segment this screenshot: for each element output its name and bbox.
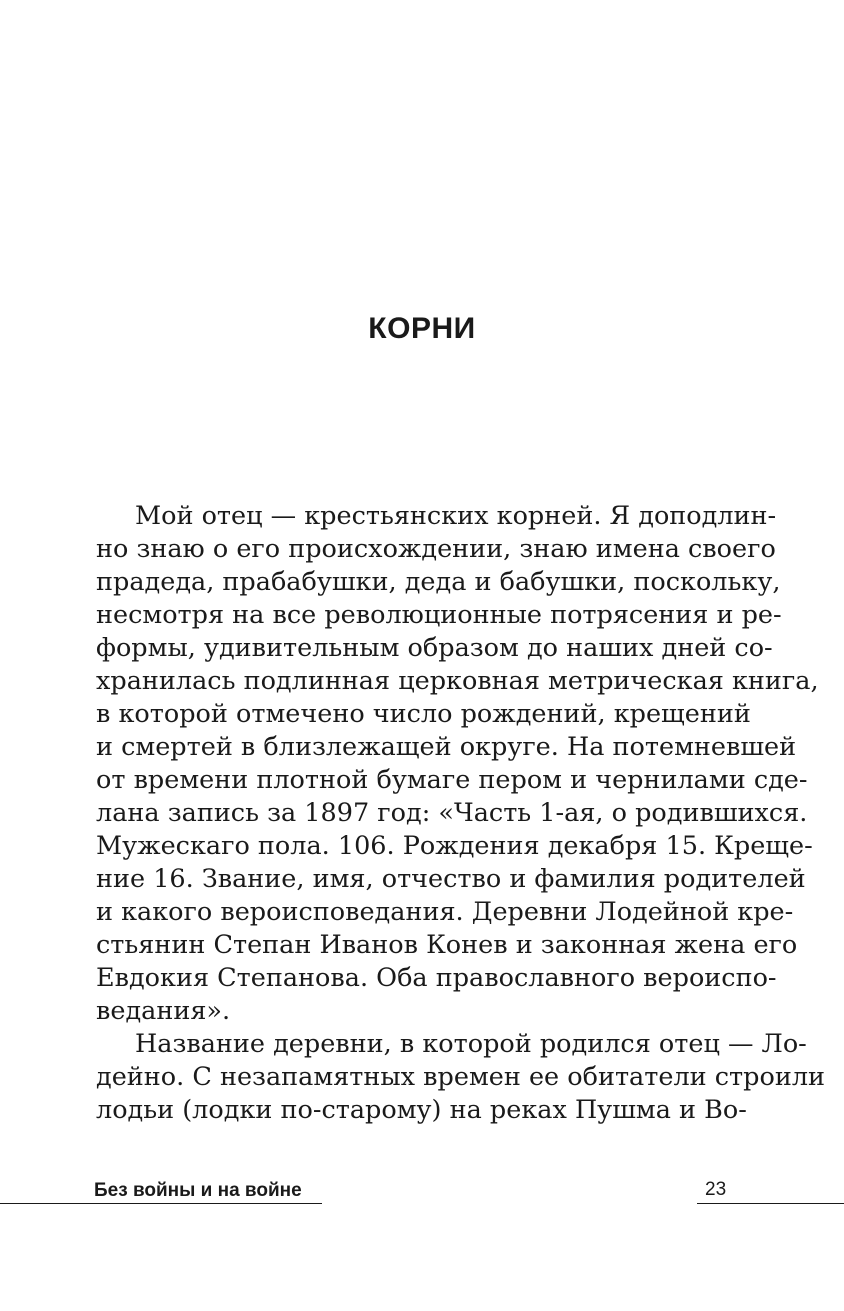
body-text xyxy=(96,500,826,1127)
text-line: в которой отмечено число рождений, крещений xyxy=(96,699,751,729)
page-number: 23 xyxy=(705,1179,727,1200)
text-line: ведания». xyxy=(96,996,231,1026)
text-line: Мой отец — крестьянских корней. Я доподлин- xyxy=(135,501,777,531)
text-line: Евдокия Степанова. Оба православного вероиспо- xyxy=(96,963,777,993)
text-line: хранилась подлинная церковная метрическая книга, xyxy=(96,666,819,696)
footer-book-title: Без войны и на войне xyxy=(94,1180,302,1201)
text-line: ние 16. Звание, имя, отчество и фамилия родителей xyxy=(96,864,806,894)
chapter-title: КОРНИ xyxy=(368,312,476,345)
text-line: но знаю о его происхождении, знаю имена своего xyxy=(96,534,776,564)
text-line: от времени плотной бумаге пером и чернилами сде- xyxy=(96,765,808,795)
text-line: и какого вероисповедания. Деревни Лодейной кре- xyxy=(96,897,794,927)
text-line: несмотря на все революционные потрясения и ре- xyxy=(96,600,782,630)
text-line: Название деревни, в которой родился отец — Ло- xyxy=(135,1029,807,1059)
text-line: стьянин Степан Иванов Конев и законная жена его xyxy=(96,930,798,960)
text-line: дейно. С незапамятных времен ее обитатели строили xyxy=(96,1062,826,1092)
text-line: лана запись за 1897 год: «Часть 1-ая, о родившихся. xyxy=(96,798,808,828)
text-line: и смертей в близлежащей округе. На потемневшей xyxy=(96,732,797,762)
text-line: прадеда, прабабушки, деда и бабушки, поскольку, xyxy=(96,567,781,597)
footer-rule-left xyxy=(0,1203,322,1204)
footer-rule-right xyxy=(697,1203,844,1204)
text-line: Мужескаго пола. 106. Рождения декабря 15. Креще- xyxy=(96,831,813,861)
text-line: формы, удивительным образом до наших дней со- xyxy=(96,633,773,663)
text-line: лодьи (лодки по-старому) на реках Пушма и Во- xyxy=(96,1095,747,1125)
